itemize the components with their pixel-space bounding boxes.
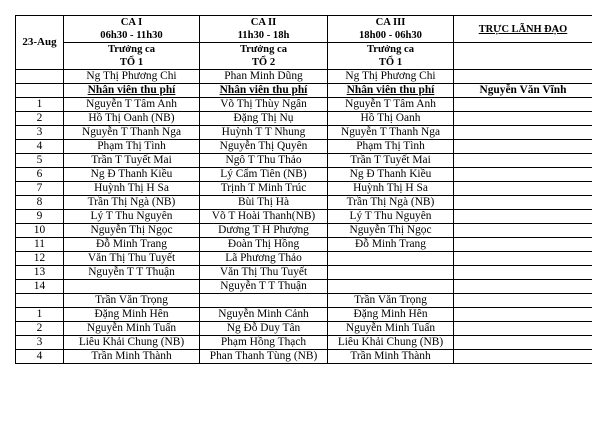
row-number: 3	[16, 126, 64, 140]
table-row	[16, 168, 592, 182]
shift-3-header	[328, 16, 454, 43]
row-number: 12	[16, 252, 64, 266]
shift-1-staff: Nguyễn T T Thuận	[64, 266, 200, 280]
shift-2-header	[200, 16, 328, 43]
shift-3-head: Ng Thị Phương Chi	[328, 70, 454, 84]
date-cell: 23-Aug	[16, 16, 64, 70]
row-number: 2	[16, 112, 64, 126]
shift-2-staff: Văn Thị Thu Tuyết	[200, 266, 328, 280]
row-number: 1	[16, 98, 64, 112]
shift-2-staff: Lý Cẩm Tiên (NB)	[200, 168, 328, 182]
leader-blank	[454, 294, 592, 308]
table-row	[16, 252, 592, 266]
shift-3-staff: Nguyễn T Thanh Nga	[328, 126, 454, 140]
shift-2-staff: Huỳnh T T Nhung	[200, 126, 328, 140]
shift-1-team-name: TỔ 1	[119, 57, 144, 68]
leader-blank	[454, 182, 592, 196]
leader-blank	[454, 112, 592, 126]
shift-roster-table	[15, 15, 592, 364]
shift-header-row	[16, 16, 592, 43]
row-number	[16, 70, 64, 84]
shift-3-head-label: Trưởng ca	[366, 44, 415, 55]
table-row	[16, 98, 592, 112]
shift-3-staff: Phạm Thị Tình	[328, 140, 454, 154]
group-2-head-ca1: Trần Văn Trọng	[64, 294, 200, 308]
leader-blank	[454, 252, 592, 266]
shift-3-staff: Hồ Thị Oanh	[328, 112, 454, 126]
shift-3-staff: Trần T Tuyết Mai	[328, 154, 454, 168]
row-number: 8	[16, 196, 64, 210]
leader-name: Nguyễn Văn Vĩnh	[454, 84, 592, 98]
shift-1-team	[64, 43, 200, 70]
leader-blank	[454, 266, 592, 280]
row-number: 7	[16, 182, 64, 196]
shift-2-staff: Bùi Thị Hà	[200, 196, 328, 210]
leader-blank	[454, 224, 592, 238]
group-2-head-ca2	[200, 294, 328, 308]
shift-2-head: Phan Minh Dũng	[200, 70, 328, 84]
row-number: 2	[16, 322, 64, 336]
table-row	[16, 126, 592, 140]
shift-1-staff: Nguyễn Minh Tuấn	[64, 322, 200, 336]
leader-blank	[454, 126, 592, 140]
leader-blank	[454, 70, 592, 84]
shift-1-staff: Liêu Khải Chung (NB)	[64, 336, 200, 350]
shift-1-staff: Phạm Thị Tình	[64, 140, 200, 154]
leader-blank	[454, 210, 592, 224]
leader-blank	[454, 280, 592, 294]
shift-2-staff: Ng Đỗ Duy Tân	[200, 322, 328, 336]
table-row	[16, 280, 592, 294]
leader-blank	[454, 322, 592, 336]
leader-blank	[454, 308, 592, 322]
staff-group-1	[16, 98, 592, 294]
group-2-head-row	[16, 294, 592, 308]
leader-blank	[454, 196, 592, 210]
table-row	[16, 224, 592, 238]
staff-label-ca3: Nhân viên thu phí	[328, 84, 454, 98]
shift-1-staff: Lý T Thu Nguyên	[64, 210, 200, 224]
shift-3-team-name: TỔ 1	[378, 57, 403, 68]
shift-3-staff: Nguyễn T Tâm Anh	[328, 98, 454, 112]
shift-3-staff: Trần Minh Thành	[328, 350, 454, 364]
shift-3-staff	[328, 266, 454, 280]
table-row	[16, 336, 592, 350]
shift-2-head-label: Trưởng ca	[239, 44, 288, 55]
shift-2-staff: Đặng Thị Nụ	[200, 112, 328, 126]
shift-2-name: CA II	[250, 17, 277, 28]
table-row	[16, 182, 592, 196]
table-row	[16, 266, 592, 280]
shift-2-staff: Phạm Hồng Thạch	[200, 336, 328, 350]
shift-3-staff: Liêu Khải Chung (NB)	[328, 336, 454, 350]
row-number: 11	[16, 238, 64, 252]
shift-1-staff: Văn Thị Thu Tuyết	[64, 252, 200, 266]
shift-1-head: Ng Thị Phương Chi	[64, 70, 200, 84]
shift-3-staff: Đặng Minh Hên	[328, 308, 454, 322]
row-number: 6	[16, 168, 64, 182]
row-number: 9	[16, 210, 64, 224]
row-number: 10	[16, 224, 64, 238]
shift-3-name: CA III	[375, 17, 406, 28]
row-number: 4	[16, 350, 64, 364]
shift-1-staff: Trần Minh Thành	[64, 350, 200, 364]
shift-3-staff: Đỗ Minh Trang	[328, 238, 454, 252]
shift-3-staff	[328, 252, 454, 266]
shift-3-staff: Huỳnh Thị H Sa	[328, 182, 454, 196]
leader-blank	[454, 98, 592, 112]
shift-2-hours: 11h30 - 18h	[237, 30, 290, 41]
shift-1-header	[64, 16, 200, 43]
shift-3-hours: 18h00 - 06h30	[359, 30, 422, 41]
table-row	[16, 196, 592, 210]
shift-head-row	[16, 70, 592, 84]
leader-blank	[454, 168, 592, 182]
shift-2-staff: Đoàn Thị Hồng	[200, 238, 328, 252]
shift-2-staff: Võ T Hoài Thanh(NB)	[200, 210, 328, 224]
leader-blank	[454, 336, 592, 350]
leader-blank	[454, 350, 592, 364]
table-row	[16, 112, 592, 126]
leader-blank	[454, 43, 592, 70]
shift-3-staff: Ng Đ Thanh Kiều	[328, 168, 454, 182]
table-row	[16, 154, 592, 168]
shift-2-team-name: TỔ 2	[251, 57, 276, 68]
shift-3-team	[328, 43, 454, 70]
staff-label-ca2: Nhân viên thu phí	[200, 84, 328, 98]
table-row	[16, 238, 592, 252]
shift-2-staff: Phan Thanh Tùng (NB)	[200, 350, 328, 364]
shift-1-name: CA I	[120, 17, 143, 28]
leader-header: TRỰC LÃNH ĐẠO	[454, 16, 592, 43]
staff-label-ca1: Nhân viên thu phí	[64, 84, 200, 98]
shift-1-staff: Nguyễn T Tâm Anh	[64, 98, 200, 112]
shift-1-staff	[64, 280, 200, 294]
shift-2-staff: Nguyễn Minh Cảnh	[200, 308, 328, 322]
shift-3-staff: Trần Thị Ngà (NB)	[328, 196, 454, 210]
shift-2-staff: Nguyễn Thị Quyên	[200, 140, 328, 154]
row-number: 13	[16, 266, 64, 280]
row-number	[16, 294, 64, 308]
shift-1-staff: Trần Thị Ngà (NB)	[64, 196, 200, 210]
table-row	[16, 350, 592, 364]
team-header-row	[16, 43, 592, 70]
shift-1-staff: Ng Đ Thanh Kiều	[64, 168, 200, 182]
table-row	[16, 322, 592, 336]
row-number: 4	[16, 140, 64, 154]
leader-blank	[454, 238, 592, 252]
shift-1-staff: Nguyễn Thị Ngọc	[64, 224, 200, 238]
shift-2-staff: Nguyễn T T Thuận	[200, 280, 328, 294]
row-number: 3	[16, 336, 64, 350]
staff-group-2	[16, 308, 592, 364]
row-number: 5	[16, 154, 64, 168]
shift-1-hours: 06h30 - 11h30	[100, 30, 163, 41]
shift-3-staff: Nguyễn Minh Tuấn	[328, 322, 454, 336]
shift-2-team	[200, 43, 328, 70]
staff-label-row	[16, 84, 592, 98]
row-number: 14	[16, 280, 64, 294]
shift-2-staff: Ngô T Thu Thảo	[200, 154, 328, 168]
table-row	[16, 140, 592, 154]
shift-2-staff: Trịnh T Minh Trúc	[200, 182, 328, 196]
shift-1-staff: Trần T Tuyết Mai	[64, 154, 200, 168]
shift-2-staff: Võ Thị Thùy Ngân	[200, 98, 328, 112]
group-2-head-ca3: Trần Văn Trọng	[328, 294, 454, 308]
row-number: 1	[16, 308, 64, 322]
roster-sheet	[15, 15, 592, 364]
shift-1-staff: Đặng Minh Hên	[64, 308, 200, 322]
shift-3-staff	[328, 280, 454, 294]
table-row	[16, 210, 592, 224]
shift-3-staff: Nguyễn Thị Ngọc	[328, 224, 454, 238]
shift-3-staff: Lý T Thu Nguyên	[328, 210, 454, 224]
shift-1-staff: Nguyễn T Thanh Nga	[64, 126, 200, 140]
leader-blank	[454, 140, 592, 154]
leader-blank	[454, 154, 592, 168]
shift-2-staff: Dương T H Phượng	[200, 224, 328, 238]
table-row	[16, 308, 592, 322]
shift-2-staff: Lã Phương Thảo	[200, 252, 328, 266]
shift-1-head-label: Trưởng ca	[107, 44, 156, 55]
shift-1-staff: Đỗ Minh Trang	[64, 238, 200, 252]
row-number	[16, 84, 64, 98]
shift-1-staff: Hồ Thị Oanh (NB)	[64, 112, 200, 126]
shift-1-staff: Huỳnh Thị H Sa	[64, 182, 200, 196]
